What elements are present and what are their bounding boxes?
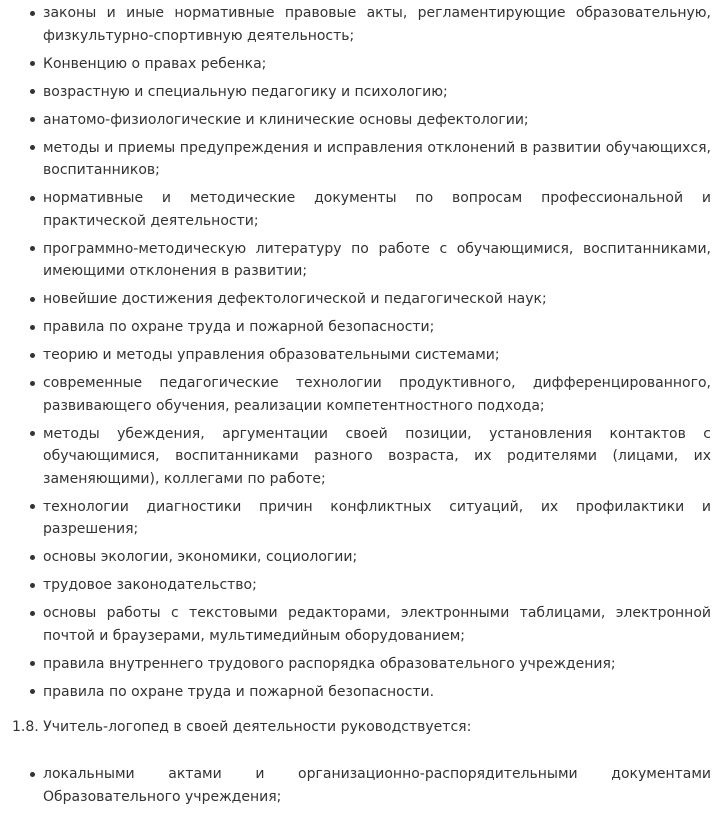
bullet-icon	[30, 145, 35, 150]
list-item: основы работы с текстовыми редакторами, электронными таблицами, электронной почтой и браузерами, мультимедийным оборудованием;	[43, 602, 711, 647]
bullet-icon	[30, 11, 35, 16]
list-item: методы и приемы предупреждения и исправления отклонений в развитии обучающихся, воспитанников;	[43, 137, 711, 182]
list-item: нормативные и методические документы по вопросам профессиональной и практической деятельности;	[43, 187, 711, 232]
list-item: технологии диагностики причин конфликтных ситуаций, их профилактики и разрешения;	[43, 496, 711, 541]
bullet-icon	[30, 117, 35, 122]
bullet-icon	[30, 246, 35, 251]
bullet-icon	[30, 297, 35, 302]
bullet-icon	[30, 325, 35, 330]
bullet-icon	[30, 431, 35, 436]
list-item: возрастную и специальную педагогику и психологию;	[43, 81, 711, 104]
bullet-icon	[30, 353, 35, 358]
bullet-icon	[30, 61, 35, 66]
guidance-list	[43, 763, 711, 814]
bullet-icon	[30, 583, 35, 588]
list-item: современные педагогические технологии продуктивного, дифференцированного, развивающего обучения, реализации компетентностного подхода;	[43, 372, 711, 417]
list-item: правила внутреннего трудового распорядка образовательного учреждения;	[43, 653, 711, 676]
bullet-icon	[30, 381, 35, 386]
bullet-icon	[30, 196, 35, 201]
list-item: основы экологии, экономики, социологии;	[43, 546, 711, 569]
bullet-icon	[30, 661, 35, 666]
list-item: анатомо-физиологические и клинические основы дефектологии;	[43, 109, 711, 132]
bullet-icon	[30, 611, 35, 616]
list-item: правила по охране труда и пожарной безопасности;	[43, 316, 711, 339]
list-item: законы и иные нормативные правовые акты, регламентирующие образовательную, физкультурно-спортивную деятельность;	[43, 2, 711, 47]
section-heading: 1.8. Учитель-логопед в своей деятельности руководствуется:	[12, 719, 472, 735]
bullet-icon	[30, 772, 35, 777]
list-item: теорию и методы управления образовательными системами;	[43, 344, 711, 367]
list-item: методы убеждения, аргументации своей позиции, установления контактов с обучающимися, воспитанниками разного возраста, их родителями (лицами, их заменяющими), коллегами по работе;	[43, 423, 711, 491]
list-item: трудовое законодательство;	[43, 574, 711, 597]
list-item: Конвенцию о правах ребенка;	[43, 53, 711, 76]
list-item: программно-методическую литературу по работе с обучающимися, воспитанниками, имеющими отклонения в развитии;	[43, 238, 711, 283]
bullet-icon	[30, 504, 35, 509]
bullet-icon	[30, 89, 35, 94]
bullet-icon	[30, 689, 35, 694]
list-item: локальными актами и организационно-распорядительными документами Образовательного учреждения;	[43, 763, 711, 808]
list-item: правила по охране труда и пожарной безопасности.	[43, 681, 711, 704]
list-item: новейшие достижения дефектологической и педагогической наук;	[43, 288, 711, 311]
knowledge-list	[43, 2, 711, 703]
bullet-icon	[30, 555, 35, 560]
